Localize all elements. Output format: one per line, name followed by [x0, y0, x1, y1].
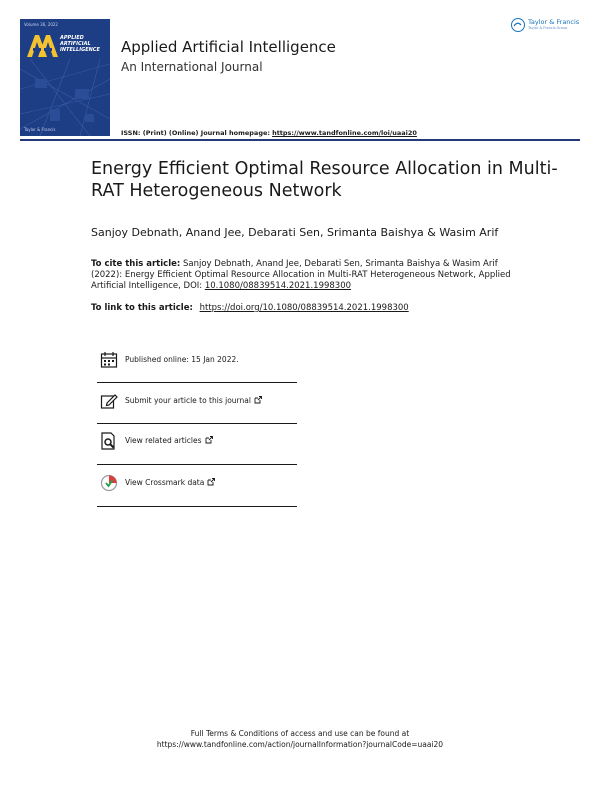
- aai-logo: [25, 31, 59, 59]
- crossmark-icon: [100, 474, 118, 492]
- published-online-text: Published online: 15 Jan 2022.: [125, 355, 239, 364]
- taylor-francis-mark-icon: [511, 18, 525, 32]
- citation-text: Sanjoy Debnath, Anand Jee, Debarati Sen, Srimanta Baishya & Wasim Arif (2022): Energy Efficient Optimal Resource Allocation in Multi-RAT Heterogeneous Network, Applied Artificial Intelligence, DOI:: [91, 259, 511, 291]
- submit-article-row[interactable]: [97, 392, 297, 414]
- crossmark-link[interactable]: View Crossmark data: [125, 478, 205, 487]
- article-title: Energy Efficient Optimal Resource Allocation in Multi-RAT Heterogeneous Network: [91, 159, 558, 201]
- cover-volume-text: Volume 36, 2022: [24, 22, 58, 27]
- submit-article-link[interactable]: Submit your article to this journal: [125, 396, 251, 405]
- taylor-francis-logo: [511, 18, 583, 38]
- cover-title-line: INTELLIGENCE: [60, 47, 100, 53]
- journal-subtitle: An International Journal: [121, 60, 263, 74]
- citation-doi-link[interactable]: 10.1080/08839514.2021.1998300: [204, 281, 352, 291]
- issn-line: [121, 129, 417, 137]
- crossmark-row[interactable]: [97, 474, 297, 496]
- footer-terms-text: Full Terms & Conditions of access and use can be found at: [190, 729, 410, 738]
- citation-label: To cite this article:: [91, 259, 181, 269]
- article-doi-link[interactable]: https://doi.org/10.1080/08839514.2021.1998300: [199, 303, 409, 313]
- cover-publisher: Taylor & Francis: [24, 127, 56, 132]
- action-divider: [97, 382, 297, 383]
- action-divider: [97, 423, 297, 424]
- cover-title-line: ARTIFICIAL: [60, 41, 91, 47]
- submit-article-link-wrap: [125, 396, 262, 405]
- cover-artwork: [20, 59, 110, 136]
- cover-title-line: APPLIED: [60, 35, 84, 41]
- external-link-icon: [254, 396, 262, 404]
- cover-title: [60, 35, 108, 53]
- journal-title[interactable]: Applied Artificial Intelligence: [121, 38, 336, 56]
- calendar-icon: [100, 351, 118, 369]
- published-online-row: [97, 351, 297, 373]
- document-search-icon: [100, 432, 118, 450]
- article-link-line: [91, 303, 409, 313]
- related-articles-row[interactable]: [97, 432, 297, 454]
- issn-label: ISSN: (Print) (Online) Journal homepage:: [121, 129, 270, 137]
- journal-homepage-link[interactable]: https://www.tandfonline.com/loi/uaai20: [272, 129, 417, 137]
- publisher-brand: Taylor & Francis: [528, 18, 580, 26]
- citation-block: [91, 259, 521, 292]
- crossmark-link-wrap: [125, 478, 215, 487]
- edit-icon: [100, 392, 118, 410]
- external-link-icon: [207, 478, 215, 486]
- header-divider: [20, 139, 580, 141]
- related-articles-link[interactable]: View related articles: [125, 436, 202, 445]
- article-link-label: To link to this article:: [91, 303, 193, 313]
- footer: [0, 728, 600, 750]
- journal-cover-image: [20, 19, 110, 136]
- action-divider: [97, 464, 297, 465]
- footer-journal-info-link[interactable]: https://www.tandfonline.com/action/journalInformation?journalCode=uaai20: [156, 740, 444, 749]
- article-authors: Sanjoy Debnath, Anand Jee, Debarati Sen, Srimanta Baishya & Wasim Arif: [91, 226, 499, 239]
- publisher-tagline: Taylor & Francis Group: [528, 26, 568, 30]
- action-divider: [97, 506, 297, 507]
- related-articles-link-wrap: [125, 436, 213, 445]
- external-link-icon: [205, 436, 213, 444]
